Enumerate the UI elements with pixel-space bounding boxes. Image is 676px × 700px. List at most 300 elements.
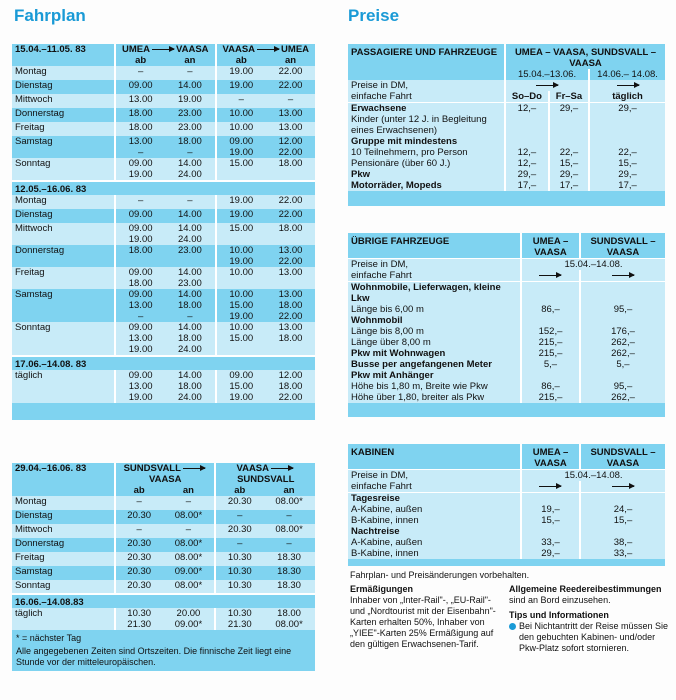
- time-cell: 20.30: [215, 524, 263, 538]
- day-cell: Donnerstag: [15, 538, 65, 549]
- price-label: Erwachsene: [348, 103, 505, 115]
- time-cell: 19.00: [216, 195, 267, 209]
- time-cell: 13.00 18.00 22.00: [278, 289, 303, 322]
- price-value: 215,–: [521, 348, 580, 359]
- time-cell: –: [115, 496, 162, 510]
- price-value: 29,–: [505, 169, 549, 180]
- day-cell: Dienstag: [15, 209, 53, 220]
- day-cell: Sonntag: [12, 322, 115, 356]
- price-value: 22,–: [589, 147, 665, 158]
- timetable-row: [12, 524, 315, 538]
- time-cell: 10.30: [215, 580, 263, 594]
- time-cell: 14.00 18.00 24.00: [165, 370, 215, 403]
- time-cell: –: [162, 496, 215, 510]
- price-row: [348, 392, 665, 403]
- period-header: 14.06.– 14.08.: [589, 69, 665, 80]
- timetable-row: [12, 122, 315, 136]
- time-cell: 12.00 18.00 22.00: [266, 370, 315, 403]
- arrow-icon: [617, 85, 639, 86]
- time-cell: 10.00: [216, 267, 267, 289]
- price-value: [589, 136, 665, 147]
- time-cell: 13.00 18.00: [266, 322, 315, 356]
- time-cell: 19.00: [216, 66, 267, 80]
- timetable-row: [12, 136, 315, 158]
- timetable-row: [12, 370, 315, 403]
- time-cell: 20.30: [115, 566, 162, 580]
- arrow-icon: [612, 486, 634, 487]
- col-an: an: [184, 55, 196, 66]
- time-cell: 23.00: [177, 108, 202, 119]
- price-row: [348, 282, 665, 305]
- tips-text: Bei Nichtantritt der Reise müssen Sie den gebuchten Kabinen- und/oder Pkw-Platz sofort stornieren.: [519, 621, 669, 653]
- price-value: 15,–: [521, 515, 580, 526]
- time-cell: 10.00: [216, 108, 267, 122]
- time-cell: –: [165, 195, 215, 209]
- route-header: SUNDSVALL – VAASA: [580, 233, 665, 259]
- time-cell: 14.00 18.00 24.00: [165, 322, 215, 356]
- price-value: 17,–: [549, 180, 589, 191]
- time-cell: 08.00*: [263, 524, 315, 538]
- tips-title: Tips und Informationen: [509, 610, 609, 620]
- price-row: [348, 326, 665, 337]
- time-cell: 20.30: [115, 538, 162, 552]
- arrow-icon: [536, 85, 558, 86]
- timetable-row: [12, 80, 315, 94]
- rules-title: Allgemeine Reedereibestimmungen: [509, 584, 662, 594]
- day-cell: Freitag: [12, 122, 115, 136]
- time-cell: –: [115, 524, 162, 538]
- timetable-row: [12, 496, 315, 510]
- price-row: [348, 548, 665, 559]
- price-row: [348, 337, 665, 348]
- day-column-header: Fr–Sa: [549, 91, 589, 103]
- price-value: 29,–: [521, 548, 580, 559]
- price-unit: Preise in DM,: [348, 259, 521, 271]
- time-cell: 18.30: [263, 552, 315, 566]
- price-row: [348, 114, 665, 136]
- time-cell: 09.00 13.00 19.00: [115, 322, 165, 356]
- price-label: 10 Teilnehmern, pro Person: [348, 147, 505, 158]
- price-value: [580, 370, 665, 381]
- price-row: [348, 315, 665, 326]
- time-cell: 10.30 21.30: [215, 608, 263, 630]
- price-value: 33,–: [521, 537, 580, 548]
- footnote: * = nächster Tag: [16, 633, 82, 643]
- price-value: [521, 315, 580, 326]
- timetable-row: [12, 322, 315, 356]
- time-cell: 10.30: [215, 552, 263, 566]
- time-cell: 22.00: [266, 66, 315, 80]
- timetable-row: [12, 158, 315, 181]
- period-header: 15.04.–13.06.: [505, 69, 589, 80]
- time-cell: 08.00*: [174, 510, 203, 521]
- direction-header: SUNDSVALLVAASA: [115, 463, 215, 485]
- price-label: Wohnmobil: [348, 315, 521, 326]
- price-value: [580, 282, 665, 305]
- price-value: 95,–: [580, 381, 665, 392]
- price-label: Gruppe mit mindestens: [348, 136, 505, 147]
- time-cell: –: [165, 66, 215, 80]
- day-cell: Sonntag: [12, 158, 115, 181]
- day-cell: Freitag: [12, 267, 115, 289]
- price-label: Höhe über 1,80, breiter als Pkw: [348, 392, 521, 403]
- route-header: UMEA – VAASA: [521, 233, 580, 259]
- timetable-row: [12, 538, 315, 552]
- price-label: Pkw mit Wohnwagen: [348, 348, 521, 359]
- price-row: [348, 370, 665, 381]
- time-cell: 08.00*: [162, 552, 215, 566]
- time-cell: 14.00: [177, 80, 202, 91]
- price-row: [348, 493, 665, 505]
- timetable-umea-vaasa: [12, 44, 315, 420]
- day-column-header: So–Do: [505, 91, 549, 103]
- discount-text: Inhaber von „Inter-Rail"-, „EU-Rail"- und „Nordtourist mit der Eisenbahn"-Karten erhalten 50%, Inhaber von „YIEE"-Karten 25% Ermäßigung auf den gültigen Erwachsenen-Tarif.: [350, 595, 496, 649]
- time-cell: 15.00: [216, 223, 267, 245]
- time-cell: 10.00 15.00 19.00: [216, 289, 267, 322]
- price-value: 262,–: [580, 337, 665, 348]
- time-cell: 18.00 08.00*: [263, 608, 315, 630]
- time-cell: 18.00 –: [177, 136, 202, 158]
- timezone-note: Alle angegebenen Zeiten sind Ortszeiten. Die finnische Zeit liegt eine Stunde vor der mitteleuropäischen.: [16, 646, 292, 667]
- time-cell: 20.30: [115, 510, 162, 524]
- change-note: Fahrplan- und Preisänderungen vorbehalten.: [350, 570, 530, 580]
- price-unit: Preise in DM,: [348, 470, 521, 482]
- period-header: 12.05.–16.06. 83: [12, 181, 315, 195]
- timetable-row: [12, 566, 315, 580]
- price-value: 152,–: [521, 326, 580, 337]
- time-cell: 15.00: [216, 158, 267, 181]
- period-header: 16.06.–14.08.83: [12, 594, 315, 608]
- price-row: [348, 348, 665, 359]
- day-cell: Dienstag: [15, 80, 53, 91]
- price-value: 19,–: [521, 504, 580, 515]
- price-row: [348, 504, 665, 515]
- time-cell: 08.00*: [174, 538, 203, 549]
- time-cell: –: [115, 66, 165, 80]
- price-label: Pkw mit Anhänger: [348, 370, 521, 381]
- price-value: 38,–: [580, 537, 665, 548]
- price-row: [348, 169, 665, 180]
- period-header: 15.04.–11.05. 83: [15, 44, 86, 55]
- time-cell: –: [286, 510, 292, 521]
- price-value: [521, 370, 580, 381]
- time-cell: 09.00 19.00: [115, 223, 165, 245]
- price-value: [580, 526, 665, 537]
- col-an: an: [284, 55, 297, 66]
- price-value: 29,–: [549, 103, 589, 115]
- timetable-row: [12, 66, 315, 80]
- price-value: 176,–: [580, 326, 665, 337]
- price-label: Pensionäre (über 60 J.): [348, 158, 505, 169]
- time-cell: 23.00: [177, 245, 202, 256]
- price-value: 33,–: [580, 548, 665, 559]
- price-value: 262,–: [580, 392, 665, 403]
- day-cell: Freitag: [12, 552, 115, 566]
- time-cell: 10.30: [215, 566, 263, 580]
- timetable-row: [12, 608, 315, 630]
- price-value: [505, 114, 549, 136]
- time-cell: 20.30: [115, 580, 162, 594]
- time-cell: 13.00: [115, 94, 165, 108]
- time-cell: 12.00 22.00: [278, 136, 303, 158]
- arrow-icon: [152, 49, 174, 50]
- timetable-row: [12, 94, 315, 108]
- price-row: [348, 359, 665, 370]
- price-label: B-Kabine, innen: [348, 548, 521, 559]
- price-value: [589, 114, 665, 136]
- table-title: PASSAGIERE UND FAHRZEUGE: [351, 47, 498, 58]
- time-cell: –: [215, 510, 263, 524]
- price-value: 95,–: [580, 304, 665, 315]
- price-label: Pkw: [348, 169, 505, 180]
- timetable-sundsvall-vaasa: [12, 463, 315, 671]
- time-cell: 13.00 22.00: [278, 245, 303, 267]
- price-value: 24,–: [580, 504, 665, 515]
- price-row: [348, 180, 665, 191]
- price-label: Kinder (unter 12 J. in Begleitung eines Erwachsenen): [348, 114, 505, 136]
- time-cell: 09.00: [115, 80, 165, 94]
- time-cell: 14.00 24.00: [165, 223, 215, 245]
- price-value: 29,–: [589, 103, 665, 115]
- time-cell: 18.00: [115, 108, 165, 122]
- direction-header: VAASA UMEA: [216, 44, 315, 55]
- price-value: 5,–: [580, 359, 665, 370]
- time-cell: 19.00: [165, 94, 215, 108]
- price-value: [505, 136, 549, 147]
- price-row: [348, 147, 665, 158]
- time-cell: 20.00 09.00*: [162, 608, 215, 630]
- price-label: Motorräder, Mopeds: [348, 180, 505, 191]
- day-cell: Dienstag: [15, 510, 53, 521]
- day-cell: Samstag: [15, 289, 53, 300]
- time-cell: 19.00: [216, 209, 267, 223]
- day-cell: Samstag: [15, 566, 53, 577]
- time-cell: 14.00 23.00: [165, 267, 215, 289]
- price-value: 86,–: [521, 381, 580, 392]
- time-cell: –: [115, 195, 165, 209]
- col-an: an: [182, 485, 194, 496]
- time-cell: 10.00 19.00: [216, 245, 267, 267]
- time-cell: 14.00 24.00: [165, 158, 215, 181]
- price-value: 12,–: [505, 158, 549, 169]
- arrow-icon: [612, 275, 634, 276]
- price-label: Länge bis 6,00 m: [348, 304, 521, 315]
- price-label: Nachtreise: [348, 526, 521, 537]
- price-value: 5,–: [521, 359, 580, 370]
- col-ab: ab: [115, 55, 165, 66]
- time-cell: 20.30: [115, 552, 162, 566]
- time-cell: 09.00 13.00 –: [115, 289, 165, 322]
- arrow-icon: [539, 275, 561, 276]
- time-cell: 13.00 –: [115, 136, 165, 158]
- price-row: [348, 515, 665, 526]
- price-value: 29,–: [589, 169, 665, 180]
- period-header: 29.04.–16.06. 83: [15, 463, 87, 474]
- timetable-row: [12, 580, 315, 594]
- price-row: [348, 136, 665, 147]
- time-cell: 18.30: [263, 580, 315, 594]
- price-value: 12,–: [505, 103, 549, 115]
- price-label: Länge bis 8,00 m: [348, 326, 521, 337]
- time-cell: –: [162, 524, 215, 538]
- direction-header: UMEA VAASA: [115, 44, 216, 55]
- timetable-row: [12, 223, 315, 245]
- rules-text: sind an Bord einzusehen.: [509, 595, 611, 605]
- price-row: [348, 158, 665, 169]
- day-cell: Donnerstag: [15, 245, 65, 256]
- time-cell: 22.00: [278, 80, 303, 91]
- time-cell: 18.00: [266, 223, 315, 245]
- discount-title: Ermäßigungen: [350, 584, 414, 594]
- price-row: [348, 304, 665, 315]
- time-cell: 18.00: [115, 122, 165, 136]
- day-cell: Montag: [12, 66, 115, 80]
- price-row: [348, 537, 665, 548]
- price-value: 15,–: [549, 158, 589, 169]
- price-value: 15,–: [589, 158, 665, 169]
- day-cell: Mittwoch: [12, 223, 115, 245]
- trip-type: einfache Fahrt: [348, 91, 505, 103]
- time-cell: 22.00: [278, 209, 303, 220]
- price-label: Busse per angefangenen Meter: [348, 359, 521, 370]
- time-cell: 22.00: [266, 195, 315, 209]
- col-ab: ab: [215, 485, 263, 496]
- timetable-row: [12, 510, 315, 524]
- price-value: 86,–: [521, 304, 580, 315]
- route-header: UMEA – VAASA: [521, 444, 580, 470]
- time-cell: 14.00 18.00 –: [177, 289, 202, 322]
- day-cell: täglich: [12, 608, 115, 630]
- time-cell: –: [286, 538, 292, 549]
- price-value: [580, 315, 665, 326]
- col-an: an: [283, 485, 295, 496]
- col-ab: ab: [216, 55, 267, 66]
- time-cell: 18.30: [277, 566, 301, 577]
- table-title: ÜBRIGE FAHRZEUGE: [351, 236, 450, 247]
- time-cell: 09.00*: [174, 566, 203, 577]
- time-cell: 18.00: [115, 245, 165, 267]
- table-title: KABINEN: [351, 447, 395, 458]
- day-cell: Montag: [12, 195, 115, 209]
- price-value: [580, 493, 665, 505]
- arrow-icon: [271, 468, 293, 469]
- fahrplan-title: Fahrplan: [14, 6, 86, 25]
- time-cell: 09.00: [115, 209, 165, 223]
- price-label: Tagesreise: [348, 493, 521, 505]
- time-cell: 13.00: [266, 267, 315, 289]
- time-cell: 09.00 19.00: [216, 136, 267, 158]
- day-cell: Sonntag: [12, 580, 115, 594]
- price-value: 15,–: [580, 515, 665, 526]
- day-cell: täglich: [12, 370, 115, 403]
- route-header: SUNDSVALL – VAASA: [580, 444, 665, 470]
- price-value: [521, 526, 580, 537]
- price-value: 215,–: [521, 337, 580, 348]
- trip-type: einfache Fahrt: [348, 481, 521, 493]
- price-value: 215,–: [521, 392, 580, 403]
- price-table-passengers: [348, 44, 665, 206]
- time-cell: 23.00: [165, 122, 215, 136]
- period-header: 15.04.–14.08.: [521, 259, 665, 271]
- price-label: A-Kabine, außen: [348, 537, 521, 548]
- time-cell: 09.00 15.00 19.00: [216, 370, 267, 403]
- time-cell: –: [216, 94, 267, 108]
- timetable-row: [12, 209, 315, 223]
- time-cell: 09.00 18.00: [115, 267, 165, 289]
- time-cell: 19.00: [216, 80, 267, 94]
- day-cell: Mittwoch: [12, 524, 115, 538]
- price-row: [348, 526, 665, 537]
- timetable-row: [12, 195, 315, 209]
- price-value: 22,–: [549, 147, 589, 158]
- timetable-row: [12, 245, 315, 267]
- trip-type: einfache Fahrt: [348, 270, 521, 282]
- price-table-cabins: [348, 444, 665, 566]
- price-unit: Preise in DM,: [348, 80, 505, 91]
- period-header: 15.04.–14.08.: [521, 470, 665, 482]
- day-cell: Samstag: [15, 136, 53, 147]
- timetable-row: [12, 108, 315, 122]
- price-label: Wohnmobile, Lieferwagen, kleine Lkw: [348, 282, 521, 305]
- timetable-row: [12, 552, 315, 566]
- bullet-icon: [509, 623, 516, 630]
- price-value: 17,–: [589, 180, 665, 191]
- route-header: UMEA – VAASA, SUNDSVALL – VAASA: [505, 44, 665, 69]
- time-cell: 13.00: [266, 122, 315, 136]
- time-cell: 08.00*: [162, 580, 215, 594]
- arrow-icon: [539, 486, 561, 487]
- time-cell: 10.00: [216, 122, 267, 136]
- price-label: B-Kabine, innen: [348, 515, 521, 526]
- price-value: [521, 282, 580, 305]
- time-cell: –: [215, 538, 263, 552]
- price-label: A-Kabine, außen: [348, 504, 521, 515]
- day-cell: Mittwoch: [12, 94, 115, 108]
- col-ab: ab: [115, 485, 162, 496]
- price-value: 17,–: [505, 180, 549, 191]
- price-value: [549, 136, 589, 147]
- price-value: [521, 493, 580, 505]
- price-label: Länge über 8,00 m: [348, 337, 521, 348]
- price-table-vehicles: [348, 233, 665, 417]
- price-value: [549, 114, 589, 136]
- time-cell: 13.00: [278, 108, 303, 119]
- time-cell: –: [266, 94, 315, 108]
- price-value: 262,–: [580, 348, 665, 359]
- period-header: 17.06.–14.08. 83: [12, 356, 315, 370]
- timetable-row: [12, 289, 315, 322]
- time-cell: 09.00 19.00: [115, 158, 165, 181]
- time-cell: 09.00 13.00 19.00: [115, 370, 165, 403]
- price-row: [348, 381, 665, 392]
- day-cell: Donnerstag: [15, 108, 65, 119]
- time-cell: 14.00: [177, 209, 202, 220]
- timetable-row: [12, 267, 315, 289]
- price-value: 29,–: [549, 169, 589, 180]
- price-value: 12,–: [505, 147, 549, 158]
- direction-header: VAASASUNDSVALL: [215, 463, 315, 485]
- time-cell: 20.30: [215, 496, 263, 510]
- arrow-icon: [183, 468, 205, 469]
- time-cell: 10.30 21.30: [115, 608, 162, 630]
- day-column-header: täglich: [589, 91, 665, 103]
- day-cell: Montag: [12, 496, 115, 510]
- preise-title: Preise: [348, 6, 400, 25]
- arrow-icon: [257, 49, 279, 50]
- time-cell: 18.00: [266, 158, 315, 181]
- price-label: Höhe bis 1,80 m, Breite wie Pkw: [348, 381, 521, 392]
- time-cell: 08.00*: [263, 496, 315, 510]
